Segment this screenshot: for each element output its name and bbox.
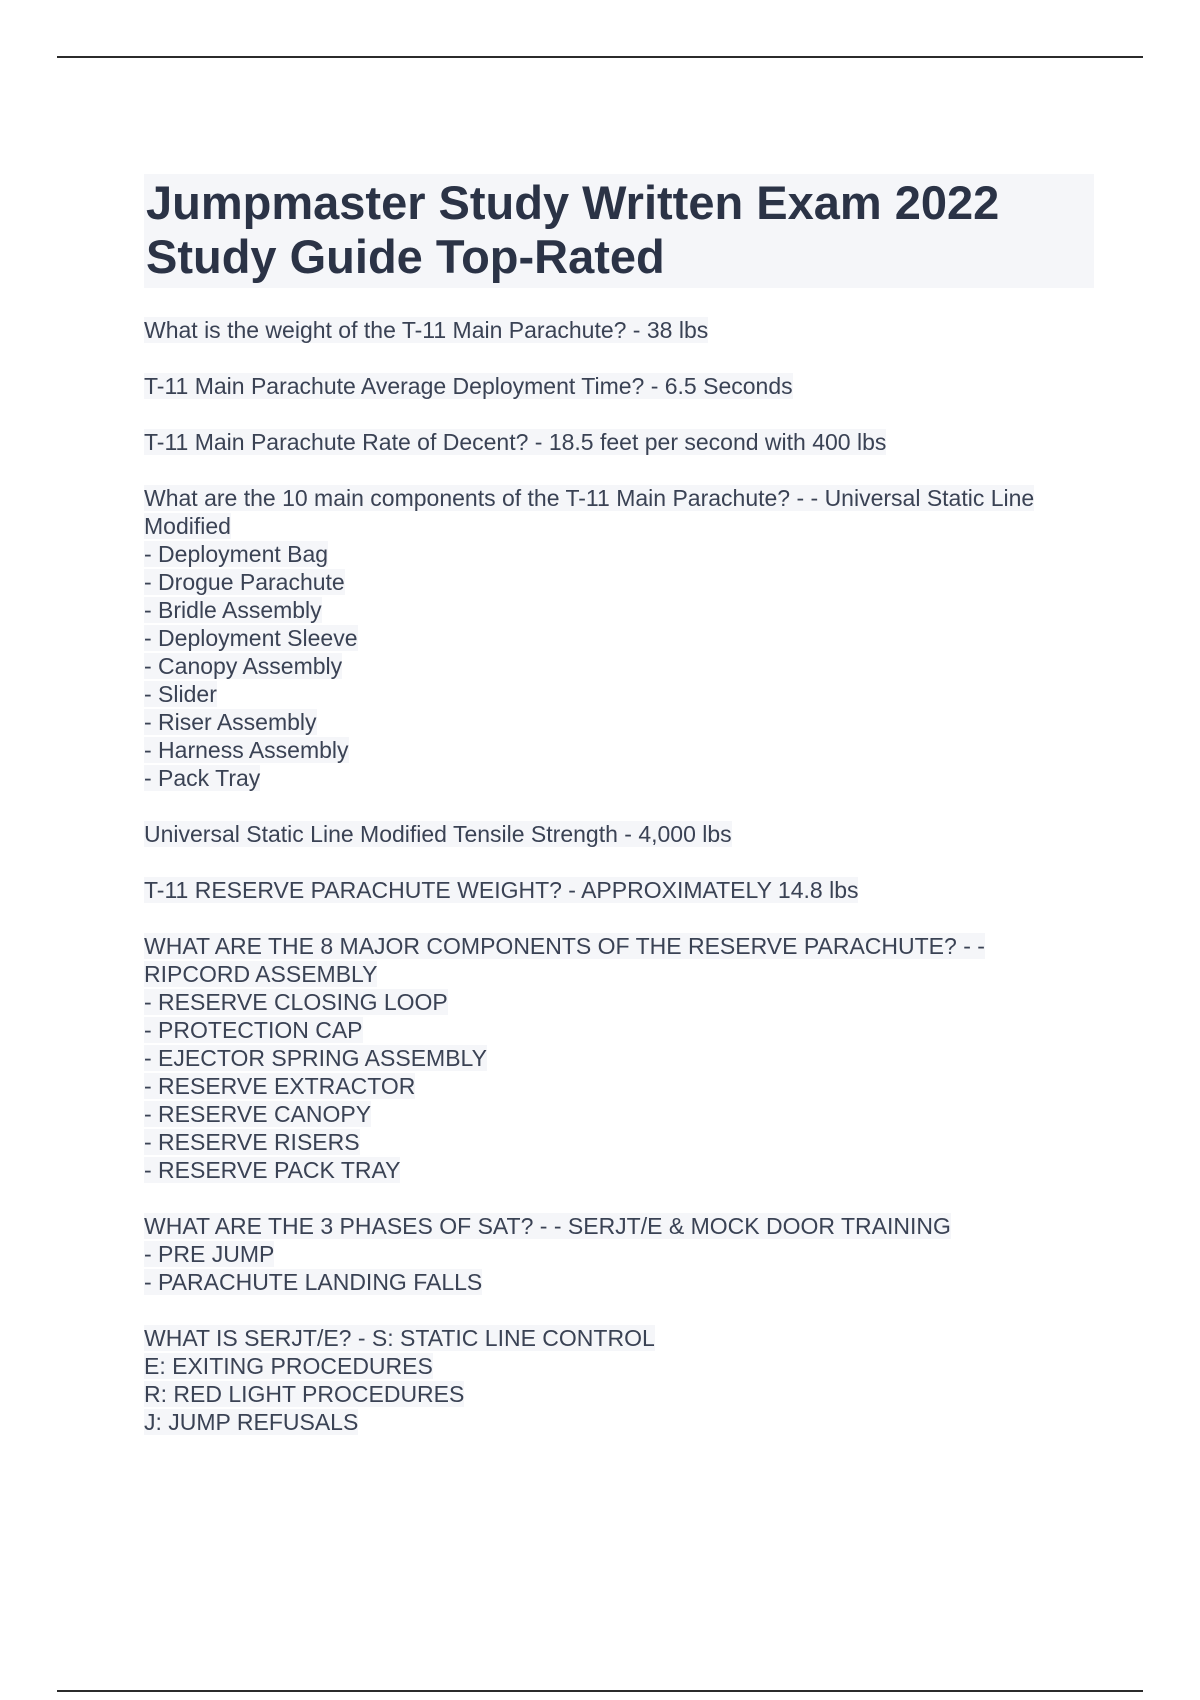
qa-item <box>144 484 1094 792</box>
qa-line-text: WHAT ARE THE 3 PHASES OF SAT? - - SERJT/E & MOCK DOOR TRAINING <box>144 1213 951 1239</box>
qa-item <box>144 428 1094 456</box>
qa-question-line <box>144 1324 1094 1352</box>
qa-answer-line <box>144 1072 1094 1100</box>
qa-item <box>144 932 1094 1184</box>
qa-answer-line <box>144 1408 1094 1436</box>
qa-line-text: - Pack Tray <box>144 765 261 791</box>
qa-line-text: - Drogue Parachute <box>144 569 345 595</box>
qa-line-text: WHAT IS SERJT/E? - S: STATIC LINE CONTROL <box>144 1325 655 1351</box>
title-line-2: Study Guide Top-Rated <box>146 230 665 283</box>
qa-answer-line <box>144 1044 1094 1072</box>
qa-answer-line <box>144 960 1094 988</box>
qa-question-line <box>144 372 1094 400</box>
document-body <box>144 174 1094 1464</box>
qa-question-line <box>144 820 1094 848</box>
qa-line-text: T-11 RESERVE PARACHUTE WEIGHT? - APPROXIMATELY 14.8 lbs <box>144 877 859 903</box>
qa-item <box>144 316 1094 344</box>
qa-line-text: R: RED LIGHT PROCEDURES <box>144 1381 465 1407</box>
qa-line-text: - RESERVE RISERS <box>144 1129 360 1155</box>
top-rule <box>57 56 1143 58</box>
qa-question-line <box>144 1212 1094 1240</box>
qa-question-line <box>144 876 1094 904</box>
qa-line-text: - PROTECTION CAP <box>144 1017 363 1043</box>
qa-answer-line <box>144 1100 1094 1128</box>
qa-answer-line <box>144 736 1094 764</box>
qa-line-text: E: EXITING PROCEDURES <box>144 1353 433 1379</box>
qa-line-text: - Slider <box>144 681 217 707</box>
qa-item <box>144 1324 1094 1436</box>
title-block <box>144 174 1094 288</box>
qa-line-text: - RESERVE CANOPY <box>144 1101 372 1127</box>
qa-line-text: WHAT ARE THE 8 MAJOR COMPONENTS OF THE RESERVE PARACHUTE? - - <box>144 933 985 959</box>
qa-answer-line <box>144 764 1094 792</box>
qa-answer-line <box>144 680 1094 708</box>
qa-line-text: - RESERVE EXTRACTOR <box>144 1073 416 1099</box>
qa-answer-line <box>144 652 1094 680</box>
title-line-1: Jumpmaster Study Written Exam 2022 <box>146 176 1000 229</box>
qa-list <box>144 316 1094 1436</box>
qa-question-line <box>144 428 1094 456</box>
qa-answer-line <box>144 1268 1094 1296</box>
qa-answer-line <box>144 624 1094 652</box>
qa-line-text: - Harness Assembly <box>144 737 349 763</box>
qa-answer-line <box>144 1156 1094 1184</box>
qa-line-text: - RESERVE PACK TRAY <box>144 1157 401 1183</box>
qa-line-text: - PRE JUMP <box>144 1241 275 1267</box>
qa-line-text: Universal Static Line Modified Tensile Strength - 4,000 lbs <box>144 821 732 847</box>
qa-answer-line <box>144 568 1094 596</box>
qa-line-text: RIPCORD ASSEMBLY <box>144 961 378 987</box>
qa-item <box>144 876 1094 904</box>
qa-line-text: - Bridle Assembly <box>144 597 322 623</box>
qa-item <box>144 372 1094 400</box>
qa-line-text: Modified <box>144 513 231 539</box>
qa-answer-line <box>144 1352 1094 1380</box>
qa-line-text: - Deployment Sleeve <box>144 625 358 651</box>
qa-answer-line <box>144 1016 1094 1044</box>
qa-answer-line <box>144 596 1094 624</box>
qa-line-text: What are the 10 main components of the T-11 Main Parachute? - - Universal Static Line <box>144 485 1035 511</box>
qa-answer-line <box>144 708 1094 736</box>
qa-line-text: - PARACHUTE LANDING FALLS <box>144 1269 483 1295</box>
qa-line-text: - Deployment Bag <box>144 541 329 567</box>
qa-line-text: T-11 Main Parachute Average Deployment Time? - 6.5 Seconds <box>144 373 793 399</box>
qa-line-text: - Riser Assembly <box>144 709 317 735</box>
qa-answer-line <box>144 540 1094 568</box>
qa-line-text: J: JUMP REFUSALS <box>144 1409 359 1435</box>
qa-answer-line <box>144 1128 1094 1156</box>
qa-answer-line <box>144 512 1094 540</box>
qa-answer-line <box>144 988 1094 1016</box>
qa-answer-line <box>144 1380 1094 1408</box>
qa-item <box>144 1212 1094 1296</box>
bottom-rule <box>57 1690 1143 1692</box>
qa-line-text: - EJECTOR SPRING ASSEMBLY <box>144 1045 487 1071</box>
qa-line-text: - Canopy Assembly <box>144 653 343 679</box>
document-title <box>146 176 1092 284</box>
qa-line-text: T-11 Main Parachute Rate of Decent? - 18.5 feet per second with 400 lbs <box>144 429 887 455</box>
qa-question-line <box>144 316 1094 344</box>
qa-question-line <box>144 932 1094 960</box>
qa-answer-line <box>144 1240 1094 1268</box>
qa-line-text: - RESERVE CLOSING LOOP <box>144 989 448 1015</box>
qa-item <box>144 820 1094 848</box>
qa-line-text: What is the weight of the T-11 Main Parachute? - 38 lbs <box>144 317 709 343</box>
qa-question-line <box>144 484 1094 512</box>
